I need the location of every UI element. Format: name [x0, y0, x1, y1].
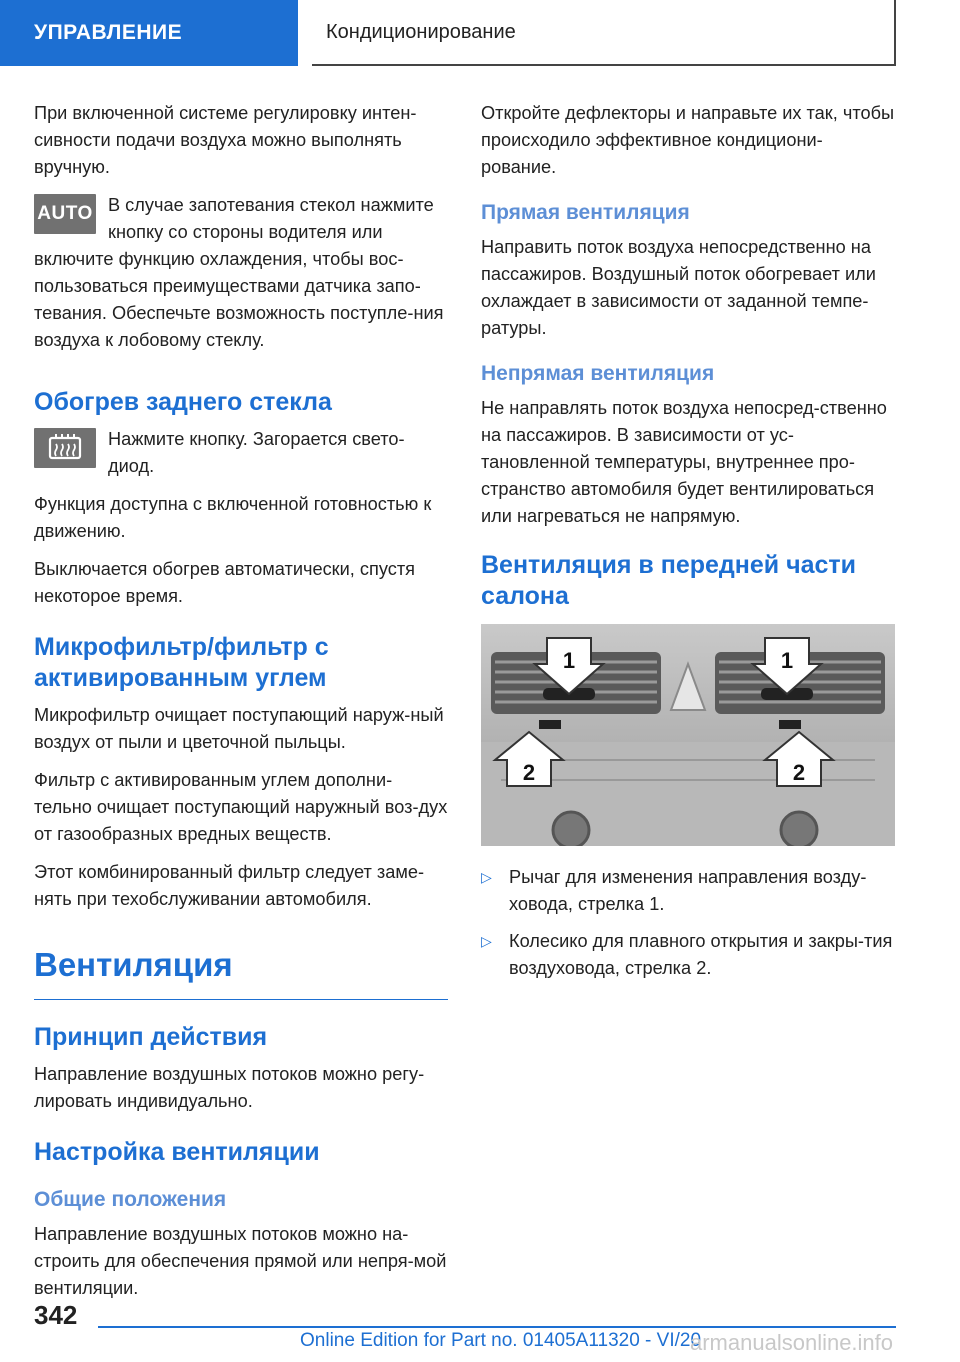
auto-button-label: AUTO: [37, 203, 93, 224]
heading-indirect: Непрямая вентиляция: [481, 362, 715, 385]
air-vent-photo: [481, 624, 895, 846]
paragraph: Нажмите кнопку. Загорается свето-диод.: [108, 429, 405, 476]
list-item: [481, 928, 895, 982]
right-column: [481, 100, 895, 992]
triangle-marker-icon: ▷: [481, 869, 492, 885]
heading-rear-window: Обогрев заднего стекла: [34, 388, 332, 416]
paragraph: При включенной системе регулировку интен-сивности подачи воздуха можно выполнять вручную.: [34, 103, 417, 177]
heading-front-vent: Вентиляция в передней части салона: [481, 551, 857, 610]
heading-direct: Прямая вентиляция: [481, 201, 690, 224]
heading-general: Общие положения: [34, 1188, 227, 1211]
paragraph: Откройте дефлекторы и направьте их так, чтобы происходило эффективное кондициони-рование.: [481, 103, 895, 177]
paragraph: Направление воздушных потоков можно на-строить для обеспечения прямой или непря-мой вентиляции.: [34, 1224, 447, 1298]
list-item-text: Колесико для плавного открытия и закры-тия воздуховода, стрелка 2.: [509, 931, 893, 978]
paragraph: Выключается обогрев автоматически, спустя некоторое время.: [34, 559, 416, 606]
paragraph: Функция доступна с включенной готовностью к движению.: [34, 494, 432, 541]
paragraph: Не направлять поток воздуха непосред-ственно на пассажиров. В зависимости от ус-тановленной температуры, внутреннее про-странство автомобиля будет вентилироваться или нагреваться не напрямую.: [481, 398, 887, 526]
triangle-marker-icon: ▷: [481, 933, 492, 949]
footer-divider: [98, 1326, 896, 1328]
paragraph: Фильтр с активированным углем дополни-тельно очищает поступающий наружный воз-дух от газообразных вредных веществ.: [34, 770, 448, 844]
section-title: Кондиционирование: [326, 20, 516, 43]
arrow-1-label-left: 1: [562, 648, 576, 673]
heading-microfilter: Микрофильтр/фильтр с активированным углем: [34, 633, 329, 692]
heading-ventilation: Вентиляция: [34, 943, 448, 1000]
chapter-title: УПРАВЛЕНИЕ: [34, 21, 183, 44]
left-column: [34, 100, 448, 1313]
legend-list: [481, 864, 895, 982]
arrow-2-label-right: 2: [792, 760, 806, 785]
list-item: [481, 864, 895, 918]
rear-defrost-paragraph: [34, 426, 448, 491]
paragraph: Направление воздушных потоков можно регу-лировать индивидуально.: [34, 1064, 425, 1111]
heading-setup: Настройка вентиляции: [34, 1138, 320, 1166]
auto-button-icon: [34, 194, 96, 234]
section-header: [312, 0, 896, 66]
paragraph: Микрофильтр очищает поступающий наруж-ный воздух от пыли и цветочной пыльцы.: [34, 705, 444, 752]
rear-defrost-icon: [34, 428, 96, 468]
page-number: 342: [34, 1300, 78, 1330]
chapter-tab: [0, 0, 298, 66]
paragraph: В случае запотевания стекол нажмите кнопку со стороны водителя или включите функцию охлаждения, чтобы вос-пользоваться преимуществами датчика запо-тевания. Обеспечьте возможность поступле-ния воздуха к лобовому стеклу.: [34, 195, 444, 350]
arrow-1-label-right: 1: [780, 648, 794, 673]
paragraph: Этот комбинированный фильтр следует заме-нять при техобслуживании автомобиля.: [34, 862, 425, 909]
auto-button-paragraph: [34, 192, 448, 365]
list-item-text: Рычаг для изменения направления возду-ховода, стрелка 1.: [509, 867, 867, 914]
watermark: armanualsonline.info: [690, 1330, 894, 1355]
arrow-2-label-left: 2: [522, 760, 536, 785]
paragraph: Направить поток воздуха непосредственно на пассажиров. Воздушный поток обогревает или охлаждает в зависимости от заданной темпе-ратуры.: [481, 237, 876, 338]
heading-principle: Принцип действия: [34, 1023, 268, 1051]
footer-edition: Online Edition for Part no. 01405A11320 - VI/20: [300, 1330, 702, 1351]
